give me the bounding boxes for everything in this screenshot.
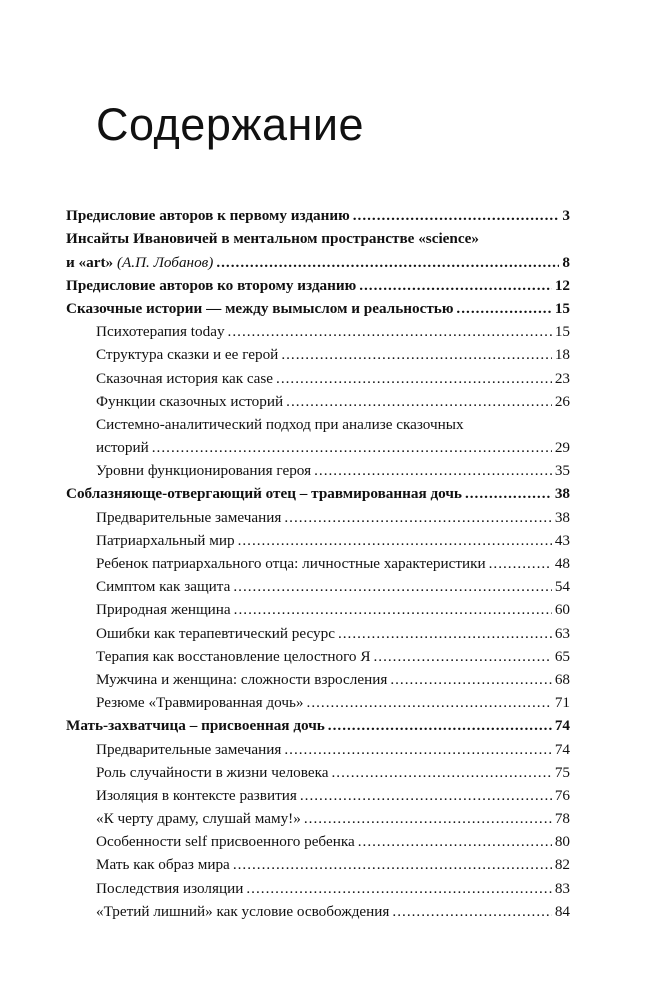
toc-entry[interactable] [66, 899, 570, 922]
toc-entry[interactable] [66, 783, 570, 806]
toc-entry[interactable] [66, 875, 570, 898]
toc-entry-first-line: Инсайты Ивановичей в ментальном пространстве «science» [66, 230, 479, 248]
dot-leader [373, 647, 551, 667]
toc-page-number: 75 [554, 763, 570, 781]
toc-entry-title: Предисловие авторов ко второму изданию [66, 276, 357, 294]
toc-page-number: 63 [554, 624, 570, 642]
toc-entry[interactable] [66, 249, 570, 272]
toc-entry[interactable] [66, 644, 570, 667]
toc-page-number: 68 [554, 670, 570, 688]
dot-leader [234, 600, 552, 620]
toc-entry[interactable] [66, 528, 570, 551]
toc-page-number: 38 [554, 485, 570, 503]
toc-page-number: 60 [554, 601, 570, 619]
toc-entry[interactable] [66, 806, 570, 829]
toc-page-number: 80 [554, 833, 570, 851]
toc-page-number: 3 [562, 207, 570, 225]
toc-entry[interactable] [66, 435, 570, 458]
dot-leader [276, 369, 552, 389]
toc-page-number: 18 [554, 346, 570, 364]
dot-leader [465, 484, 552, 504]
toc-entry-author: (А.П. Лобанов) [113, 253, 214, 271]
toc-entry-title: Сказочная история как case [96, 369, 274, 387]
toc-page-number: 84 [554, 902, 570, 920]
dot-leader [228, 322, 552, 342]
toc-entry-title: Предварительные замечания [96, 740, 282, 758]
toc-entry[interactable] [66, 389, 570, 412]
toc-page-number: 65 [554, 647, 570, 665]
toc-entry[interactable] [66, 342, 570, 365]
toc-entry[interactable] [66, 203, 570, 226]
toc-entry[interactable] [66, 296, 570, 319]
table-of-contents [66, 203, 570, 922]
toc-page-number: 71 [554, 694, 570, 712]
toc-entry-title: «К черту драму, слушай маму!» [96, 810, 301, 828]
toc-entry[interactable] [66, 736, 570, 759]
toc-page-number: 23 [554, 369, 570, 387]
toc-entry-title: Предварительные замечания [96, 508, 282, 526]
toc-entry-title: Функции сказочных историй [96, 392, 284, 410]
toc-entry-title: Сказочные истории — между вымыслом и реальностью [66, 299, 454, 317]
toc-entry-title: Последствия изоляции [96, 879, 244, 897]
dot-leader [338, 624, 552, 644]
dot-leader [307, 693, 552, 713]
dot-leader [328, 716, 552, 736]
toc-page-number: 8 [562, 253, 570, 271]
page-title: Содержание [96, 99, 364, 150]
toc-entry[interactable] [66, 690, 570, 713]
toc-page-number: 15 [554, 323, 570, 341]
toc-entry[interactable] [66, 365, 570, 388]
toc-entry[interactable] [66, 760, 570, 783]
dot-leader [359, 276, 552, 296]
toc-entry[interactable] [66, 458, 570, 481]
toc-entry[interactable] [66, 829, 570, 852]
toc-entry-title: Ребенок патриархального отца: личностные характеристики [96, 555, 486, 572]
toc-entry[interactable] [66, 273, 570, 296]
toc-entry-title: Терапия как восстановление целостного Я [96, 647, 371, 665]
dot-leader [489, 554, 552, 574]
toc-page-number: 74 [554, 740, 570, 758]
toc-entry-title: Структура сказки и ее герой [96, 346, 279, 364]
toc-page-number: 82 [554, 856, 570, 874]
toc-entry[interactable] [66, 597, 570, 620]
toc-entry-title: Особенности self присвоенного ребенка [96, 833, 355, 851]
toc-entry-title: Природная женщина [96, 601, 231, 619]
toc-entry-title: историй [96, 439, 149, 457]
dot-leader [358, 832, 552, 852]
dot-leader [152, 438, 552, 458]
toc-entry-title: и «art» (А.П. Лобанов) [66, 253, 214, 271]
dot-leader [238, 531, 552, 551]
toc-page-number: 78 [554, 810, 570, 828]
toc-entry-title: Мужчина и женщина: сложности взросления [96, 670, 388, 688]
toc-entry[interactable] [66, 551, 570, 574]
dot-leader [284, 740, 551, 760]
dot-leader [286, 392, 552, 412]
toc-entry-title: Уровни функционирования героя [96, 462, 312, 480]
dot-leader [314, 461, 552, 481]
toc-page-number: 76 [554, 786, 570, 804]
dot-leader [281, 345, 552, 365]
toc-page-number: 35 [554, 462, 570, 480]
toc-entry-title: Роль случайности в жизни человека [96, 763, 329, 781]
dot-leader [390, 670, 551, 690]
toc-entry[interactable] [66, 481, 570, 504]
toc-entry-title: Изоляция в контексте развития [96, 786, 297, 804]
toc-entry-title: Соблазняюще-отвергающий отец – травмированная дочь [66, 485, 462, 503]
dot-leader [332, 763, 552, 783]
toc-entry-title: Предисловие авторов к первому изданию [66, 207, 350, 225]
toc-page-number: 83 [554, 879, 570, 897]
toc-entry-title: Симптом как защита [96, 578, 231, 596]
dot-leader [246, 879, 551, 899]
toc-entry-title: Психотерапия today [96, 323, 225, 341]
toc-page-number: 74 [554, 717, 570, 735]
toc-entry[interactable] [66, 574, 570, 597]
toc-entry[interactable] [66, 713, 570, 736]
dot-leader [392, 902, 551, 922]
toc-entry-title: Ошибки как терапевтический ресурс [96, 624, 335, 642]
dot-leader [456, 299, 551, 319]
dot-leader [300, 786, 552, 806]
dot-leader [233, 855, 552, 875]
toc-page-number: 38 [554, 508, 570, 526]
toc-entry-title: Резюме «Травмированная дочь» [96, 694, 304, 712]
dot-leader [353, 206, 560, 226]
toc-entry-title: «Третий лишний» как условие освобождения [96, 902, 390, 920]
toc-page-number: 15 [554, 299, 570, 317]
toc-entry[interactable] [66, 504, 570, 527]
toc-entry-title: Мать как образ мира [96, 856, 230, 874]
toc-entry[interactable] [66, 319, 570, 342]
toc-entry[interactable] [66, 852, 570, 875]
dot-leader [233, 577, 551, 597]
dot-leader [304, 809, 552, 829]
toc-page-number: 54 [554, 578, 570, 596]
toc-page-number: 43 [554, 531, 570, 549]
toc-page-number: 12 [554, 276, 570, 294]
toc-entry[interactable] [66, 620, 570, 643]
dot-leader [284, 508, 551, 528]
toc-entry-title: Патриархальный мир [96, 531, 235, 549]
dot-leader [216, 253, 559, 273]
toc-page-number: 26 [554, 392, 570, 410]
toc-entry-title: Мать-захватчица – присвоенная дочь [66, 717, 325, 735]
toc-page-number: 48 [554, 555, 570, 572]
toc-entry-first-line: Системно-аналитический подход при анализе сказочных [96, 415, 464, 433]
toc-page-number: 29 [554, 439, 570, 457]
toc-entry[interactable] [66, 667, 570, 690]
